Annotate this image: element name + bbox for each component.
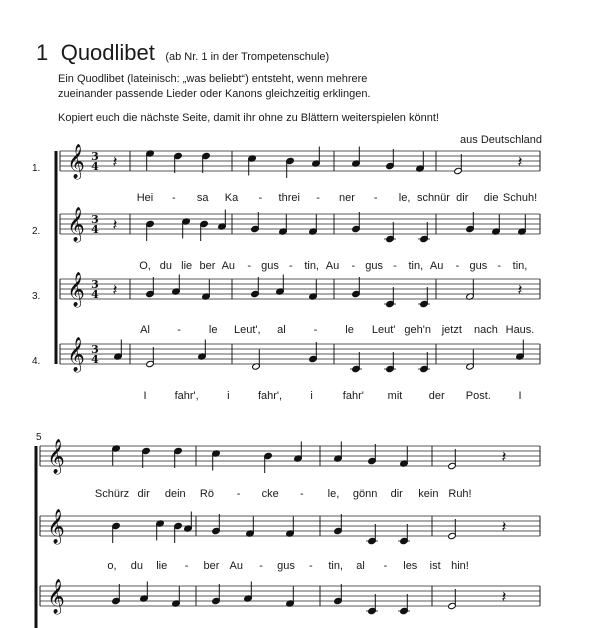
voice-1-lyric: -: [316, 192, 320, 204]
treble-clef-sys2-2: 𝄞: [47, 509, 65, 544]
voice-2-lyric: tin,: [512, 260, 528, 272]
voice-3-lyric: Leut': [371, 324, 396, 336]
voice-2-lyric: ber: [199, 260, 216, 272]
voice-1-lyric: Hei: [136, 192, 154, 204]
voice-1-lyric: die: [483, 192, 499, 204]
system2-voice-2-lyric: al: [356, 560, 365, 572]
voice-2-lyric: -: [497, 260, 501, 272]
rest: 𝄽: [501, 517, 507, 536]
voice-2-lyric: gus: [365, 260, 384, 272]
system2-voice-2-lyric: -: [383, 560, 388, 572]
voice-2-lyric: O,: [139, 260, 151, 272]
staff-number-2: 2.: [32, 226, 41, 237]
voice-1-lyric: -: [172, 192, 176, 204]
voice-1-lyric: Ka: [224, 192, 239, 204]
voice-4-lyric: mit: [387, 390, 403, 402]
system2-voice-2-lyric: Au: [229, 560, 244, 572]
system2-voice-2-lyric: hin!: [451, 560, 469, 572]
time-signature-bottom: 4: [91, 353, 99, 366]
voice-3-lyric: jetzt: [441, 324, 462, 336]
voice-1-lyric: -: [258, 192, 263, 204]
system2-voice-1-lyric: Rö: [199, 488, 214, 500]
system2-voice-1-lyric: dir: [390, 488, 403, 500]
system2-voice-1-lyric: kein: [418, 488, 439, 500]
time-signature-bottom: 4: [91, 223, 99, 236]
system2-voice-1-lyric: dir: [137, 488, 150, 500]
system2-voice-1-lyric: -: [299, 488, 304, 500]
voice-3-lyric: -: [177, 324, 181, 336]
staff-number-4: 4.: [32, 356, 41, 367]
voice-3-lyric: geh'n: [404, 324, 432, 336]
system2-voice-1-lyric: dein: [164, 488, 186, 500]
title-subtitle: (ab Nr. 1 in der Trompetenschule): [165, 51, 330, 63]
rest: 𝄽: [112, 280, 118, 299]
voice-4-lyric: fahr',: [257, 390, 283, 402]
system2-voice-2-lyric: -: [259, 560, 263, 572]
voice-4-lyric: Post.: [465, 390, 491, 402]
system2-voice-2-lyric: gus: [277, 560, 295, 572]
voice-1-lyric: -: [373, 192, 378, 204]
system2-voice-2-lyric: du: [130, 560, 143, 572]
voice-2-lyric: tin,: [304, 260, 319, 272]
treble-clef-sys2-1: 𝄞: [47, 439, 65, 474]
voice-1-lyric: Schuh!: [502, 192, 538, 204]
treble-clef-1: 𝄞: [67, 144, 85, 179]
system2-voice-1-lyric: -: [236, 488, 241, 500]
voice-2-lyric: du: [159, 260, 172, 272]
treble-clef-3: 𝄞: [67, 272, 85, 307]
voice-1-lyric: dir: [456, 192, 469, 204]
voice-1-lyric: sa: [196, 192, 209, 204]
voice-1-lyric: threi: [278, 192, 300, 204]
voice-3-lyric: Haus.: [505, 324, 535, 336]
system2-voice-2-lyric: ber: [203, 560, 220, 572]
staff-number-1: 1.: [32, 163, 41, 174]
system2-voice-2-lyric: lie: [156, 560, 168, 572]
system2-voice-1-lyric: cke: [261, 488, 279, 500]
rest: 𝄽: [112, 215, 118, 234]
rest: 𝄽: [501, 587, 507, 606]
time-signature-bottom: 4: [91, 288, 99, 301]
voice-2-lyric: Au: [221, 260, 236, 272]
voice-2-lyric: tin,: [408, 260, 424, 272]
source-label: aus Deutschland: [460, 134, 542, 146]
system2-voice-1-lyric: Schürz: [94, 488, 130, 500]
voice-4-lyric: I: [143, 390, 147, 402]
measure-number: 5: [36, 432, 42, 443]
rest: 𝄽: [517, 280, 523, 299]
voice-1-lyric: schnür: [416, 192, 450, 204]
voice-2-lyric: -: [351, 260, 356, 272]
copy-note: Kopiert euch die nächste Seite, damit ihr ohne zu Blättern weiterspielen könnt!: [58, 112, 439, 124]
voice-2-lyric: gus: [469, 260, 488, 272]
intro-line-1: Ein Quodlibet (lateinisch: „was beliebt“) entsteht, wenn mehrere: [58, 73, 368, 85]
voice-2-lyric: Au: [429, 260, 444, 272]
system2-voice-1-lyric: gönn: [352, 488, 378, 500]
voice-3-lyric: le: [208, 324, 218, 336]
voice-3-lyric: -: [313, 324, 318, 336]
system2-voice-1-lyric: Ruh!: [448, 488, 472, 500]
voice-1-lyric: ner: [338, 192, 355, 204]
voice-4-lyric: fahr',: [174, 390, 199, 402]
voice-4-lyric: i: [310, 390, 313, 402]
time-signature-top: 3: [91, 343, 99, 356]
title-text: Quodlibet: [60, 40, 155, 65]
voice-2-lyric: Au: [325, 260, 340, 272]
voice-3-lyric: al: [277, 324, 286, 336]
voice-2-lyric: -: [288, 260, 293, 272]
time-signature-bottom: 4: [91, 160, 99, 173]
voice-2-lyric: -: [393, 260, 397, 272]
voice-3-lyric: Al: [140, 324, 150, 336]
voice-2-lyric: lie: [181, 260, 193, 272]
system2-voice-2-lyric: ist: [429, 560, 441, 572]
voice-3-lyric: nach: [473, 324, 498, 336]
intro-line-2: zueinander passende Lieder oder Kanons gleichzeitig erklingen.: [58, 88, 371, 100]
voice-3-lyric: Leut',: [233, 324, 261, 336]
time-signature-top: 3: [91, 213, 99, 226]
rest: 𝄽: [112, 152, 118, 171]
voice-3-lyric: le: [345, 324, 354, 336]
voice-2-lyric: -: [455, 260, 460, 272]
voice-4-lyric: der: [428, 390, 445, 402]
time-signature-top: 3: [91, 278, 99, 291]
title-number: 1: [36, 40, 49, 65]
system2-voice-2-lyric: -: [184, 560, 189, 572]
voice-1-lyric: le,: [398, 192, 411, 204]
system2-voice-2-lyric: -: [309, 560, 313, 572]
voice-2-lyric: gus: [261, 260, 279, 272]
time-signature-top: 3: [91, 150, 99, 163]
voice-4-lyric: I: [518, 390, 522, 402]
treble-clef-sys2-3: 𝄞: [47, 579, 65, 614]
rest: 𝄽: [517, 152, 523, 171]
voice-4-lyric: fahr': [342, 390, 364, 402]
system2-voice-2-lyric: les: [403, 560, 418, 572]
system2-voice-1-lyric: le,: [327, 488, 340, 500]
voice-2-lyric: -: [247, 260, 251, 272]
rest: 𝄽: [501, 447, 507, 466]
voice-4-lyric: i: [227, 390, 230, 402]
treble-clef-2: 𝄞: [67, 207, 85, 242]
system2-voice-2-lyric: o,: [107, 560, 117, 572]
system2-voice-2-lyric: tin,: [328, 560, 344, 572]
staff-number-3: 3.: [32, 291, 41, 302]
treble-clef-4: 𝄞: [67, 337, 85, 372]
